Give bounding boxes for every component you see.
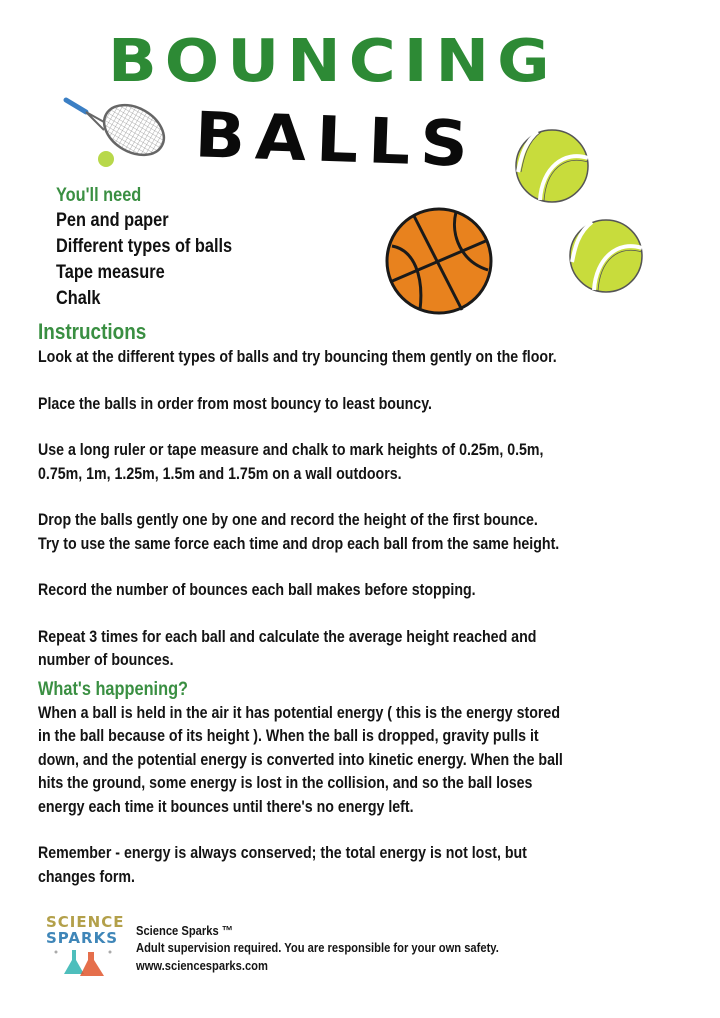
footer-text xyxy=(136,922,558,975)
instruction-step: Repeat 3 times for each ball and calculate the average height reached and number of bounces. xyxy=(38,627,537,669)
tennis-ball-icon xyxy=(514,128,590,204)
website-link[interactable]: www.sciencesparks.com xyxy=(136,957,268,973)
materials-item: Different types of balls xyxy=(56,236,233,257)
instruction-step: Place the balls in order from most bouncy to least bouncy. xyxy=(38,394,432,413)
instruction-step: Use a long ruler or tape measure and chalk to mark heights of 0.25m, 0.5m, 0.75m, 1m, 1.25m, 1.5m and 1.75m on a wall outdoors. xyxy=(38,441,544,483)
main-content xyxy=(38,318,718,889)
whats-happening-heading: What's happening? xyxy=(38,678,189,700)
brand-name: Science Sparks ™ xyxy=(136,922,233,938)
materials-list xyxy=(56,208,261,312)
instruction-step: Look at the different types of balls and try bouncing them gently on the floor. xyxy=(38,348,557,366)
materials-item: Pen and paper xyxy=(56,210,169,231)
small-tennis-ball-icon xyxy=(97,150,115,168)
safety-disclaimer: Adult supervision required. You are responsible for your own safety. xyxy=(136,940,499,956)
title-balls: BALLS xyxy=(193,98,480,182)
materials-item: Tape measure xyxy=(56,262,165,283)
instructions-heading: Instructions xyxy=(38,319,147,344)
explanation-paragraph: Remember - energy is always conserved; the total energy is not lost, but changes form. xyxy=(38,844,527,886)
instruction-step: Record the number of bounces each ball makes before stopping. xyxy=(38,581,476,599)
tennis-racket-icon xyxy=(60,92,170,172)
footer xyxy=(46,914,558,986)
flasks-icon xyxy=(46,946,126,982)
materials-heading: You'll need xyxy=(56,185,142,206)
instruction-step: Drop the balls gently one by one and record the height of the first bounce. Try to use the same force each time and drop each ball from the same height. xyxy=(38,511,560,553)
basketball-icon xyxy=(384,206,494,316)
science-sparks-logo: SCIENCE SPARKS xyxy=(46,914,126,986)
materials-section xyxy=(56,184,261,312)
tennis-ball-icon xyxy=(568,218,644,294)
explanation-paragraph: When a ball is held in the air it has potential energy ( this is the energy stored in the ball because of its height ). When the ball is dropped, gravity pulls it down, and the potential energy is converted into kinetic energy. When the ball hits the ground, some energy is lost in the collision, and so the ball loses energy each time it bounces until there's no energy left. xyxy=(38,703,563,816)
materials-item: Chalk xyxy=(56,288,101,309)
title-bouncing: BOUNCING xyxy=(108,27,558,96)
